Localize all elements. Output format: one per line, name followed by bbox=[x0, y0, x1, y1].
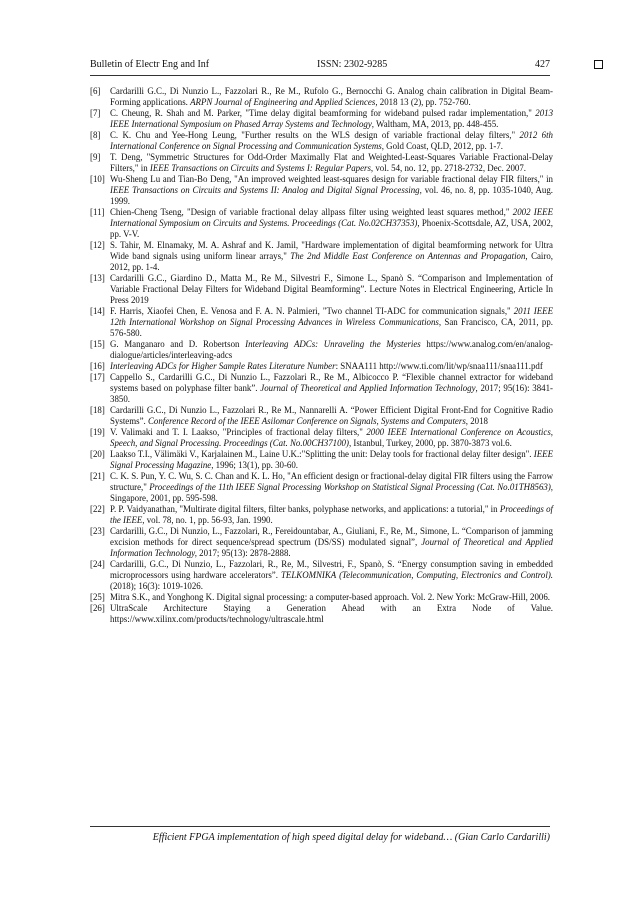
reference-number: [7] bbox=[90, 108, 101, 118]
reference-source: Journal of Theoretical and Applied Information Technology bbox=[260, 383, 476, 393]
reference-text: UltraScale Architecture Staying a Generation Ahead with an Extra Node of Value. https://www.xilinx.com/products/technology/ultrascale.html bbox=[110, 603, 553, 624]
reference-text: , vol. 54, no. 12, pp. 2718-2732, Dec. 2007. bbox=[370, 163, 526, 173]
reference-text: , Gold Coast, QLD, 2012, pp. 1-7. bbox=[381, 141, 504, 151]
reference-source: ARPN Journal of Engineering and Applied Sciences bbox=[190, 97, 376, 107]
reference-text: G. Manganaro and D. Robertson bbox=[110, 339, 246, 349]
reference-item bbox=[90, 504, 553, 526]
reference-item bbox=[90, 174, 553, 207]
reference-text: Chien-Cheng Tseng, "Design of variable fractional delay allpass filter using weighted least squares method," bbox=[110, 207, 513, 217]
checkbox-square-icon bbox=[594, 60, 603, 69]
reference-text: , vol. 46, no. 8, pp. 1035-1040, Aug. 1999. bbox=[110, 185, 554, 206]
reference-text: Mitra S.K., and Yonghong K. Digital signal processing: a computer-based approach. Vol. 2. New York: McGraw-Hill, 2006. bbox=[110, 592, 550, 602]
reference-text: : SNAA111 http://www.ti.com/lit/wp/snaa111/snaa111.pdf bbox=[335, 361, 543, 371]
reference-text: , Waltham, MA, 2013, pp. 448-455. bbox=[371, 119, 499, 129]
reference-item bbox=[90, 130, 553, 152]
footer-rule bbox=[90, 826, 550, 827]
reference-item bbox=[90, 559, 553, 592]
journal-name: Bulletin of Electr Eng and Inf bbox=[90, 59, 210, 70]
reference-text: P. P. Vaidyanathan, "Multirate digital filters, filter banks, polyphase networks, and applications: a tutorial," in bbox=[110, 504, 500, 514]
reference-text: https://www.analog.com/en/analog-dialogue/articles/interleaving-adcs bbox=[110, 339, 553, 360]
reference-source: IEEE Signal Processing Magazine bbox=[110, 449, 553, 470]
reference-source: 2011 IEEE 12th International Workshop on Signal Processing Advances in Wireless Communications bbox=[110, 306, 553, 327]
reference-source: IEEE Transactions on Circuits and Systems II: Analog and Digital Signal Processing bbox=[110, 185, 420, 195]
reference-item bbox=[90, 273, 553, 306]
reference-text: Laakso T.I., Välimäki V., Karjalainen M., Laine U.K.:"Splitting the unit: Delay tools for fractional delay filter design". bbox=[110, 449, 534, 459]
reference-source: Proceedings of the IEEE bbox=[110, 504, 553, 525]
reference-source: Proceedings of the 11th IEEE Signal Processing Workshop on Statistical Signal Processing (Cat. No.01TH8563) bbox=[149, 482, 551, 492]
reference-text: C. K. Chu and Yee-Hong Leung, "Further results on the WLS design of variable fractional delay filters," bbox=[110, 130, 520, 140]
reference-number: [9] bbox=[90, 152, 101, 162]
reference-text: , Phoenix-Scottsdale, AZ, USA, 2002, pp. V-V. bbox=[110, 218, 554, 239]
reference-item bbox=[90, 339, 553, 361]
issn-label: ISSN: 2302-9285 bbox=[317, 59, 388, 70]
reference-number: [23] bbox=[90, 526, 105, 536]
reference-item bbox=[90, 108, 553, 130]
reference-number: [14] bbox=[90, 306, 105, 316]
reference-number: [26] bbox=[90, 603, 105, 613]
reference-list bbox=[90, 86, 553, 625]
reference-text: S. Tahir, M. Elnamaky, M. A. Ashraf and K. Jamil, "Hardware implementation of digital beamforming network for Ultra Wide band signals using uniform linear arrays," bbox=[110, 240, 553, 261]
reference-item bbox=[90, 449, 553, 471]
reference-text: Cardarilli G.C., Di Nunzio L., Fazzolari R., Re M., Rufolo G., Bernocchi G. Analog chain calibration in Digital Beam-Forming applications. bbox=[110, 86, 553, 107]
reference-number: [22] bbox=[90, 504, 105, 514]
reference-text: C. K. S. Pun, Y. C. Wu, S. C. Chan and K. L. Ho, "An efficient design or fractional-delay digital FIR filters using the Farrow structure," bbox=[110, 471, 553, 492]
reference-item bbox=[90, 405, 553, 427]
reference-source: IEEE Transactions on Circuits and Systems I: Regular Papers bbox=[149, 163, 371, 173]
reference-text: , vol. 78, no. 1, pp. 56-93, Jan. 1990. bbox=[142, 515, 273, 525]
reference-text: Wu-Sheng Lu and Tian-Bo Deng, "An improved weighted least-squares design for variable fractional delay FIR filters," in bbox=[110, 174, 553, 184]
reference-text: Cardarilli, G.C., Di Nunzio, L., Fazzolari, R., Re, M., Silvestri, F., Spanò, S. “Energy consumption saving in embedded microprocessors using hardware accelerators”. bbox=[110, 559, 553, 580]
reference-text: Cardarilli G.C., Di Nunzio L., Fazzolari R., Re M., Nannarelli A. “Power Efficient Digital Front-End for Cognitive Radio Systems”. bbox=[110, 405, 553, 426]
reference-item bbox=[90, 372, 553, 405]
reference-item bbox=[90, 207, 553, 240]
reference-text: , San Francisco, CA, 2011, pp. 576-580. bbox=[110, 317, 553, 338]
reference-number: [17] bbox=[90, 372, 105, 382]
reference-number: [15] bbox=[90, 339, 105, 349]
reference-text: , Singapore, 2001, pp. 595-598. bbox=[110, 482, 553, 503]
reference-number: [6] bbox=[90, 86, 101, 96]
reference-number: [21] bbox=[90, 471, 105, 481]
reference-item bbox=[90, 306, 553, 339]
reference-item bbox=[90, 603, 553, 625]
reference-text: 2017; 95(13): 2878-2888. bbox=[196, 548, 291, 558]
reference-source: 2012 6th International Conference on Signal Processing and Communication Systems bbox=[110, 130, 553, 151]
reference-text: , 2017; 95(16): 3841-3850. bbox=[110, 383, 553, 404]
reference-item bbox=[90, 240, 553, 273]
reference-number: [13] bbox=[90, 273, 105, 283]
reference-source: Interleaving ADCs: Unraveling the Mysteries bbox=[245, 339, 421, 349]
reference-text: , 1996; 13(1), pp. 30-60. bbox=[211, 460, 299, 470]
reference-number: [11] bbox=[90, 207, 105, 217]
reference-source: Journal of Theoretical and Applied Information Technology, bbox=[110, 537, 553, 558]
reference-source: 2000 IEEE International Conference on Acoustics, Speech, and Signal Processing. Proceedings (Cat. No.00CH37100) bbox=[110, 427, 553, 448]
reference-number: [20] bbox=[90, 449, 105, 459]
running-header bbox=[90, 58, 550, 72]
reference-item bbox=[90, 86, 553, 108]
reference-text: F. Harris, Xiaofei Chen, E. Venosa and F. A. N. Palmieri, "Two channel TI-ADC for communication signals," bbox=[110, 306, 514, 316]
reference-number: [10] bbox=[90, 174, 105, 184]
reference-text: , Istanbul, Turkey, 2000, pp. 3870-3873 vol.6. bbox=[348, 438, 512, 448]
reference-text: C. Cheung, R. Shah and M. Parker, "Time delay digital beamforming for wideband pulsed radar implementation," bbox=[110, 108, 536, 118]
reference-source: Interleaving ADCs for Higher Sample Rates Literature Number bbox=[110, 361, 336, 371]
reference-text: Cardarilli G.C., Giardino D., Matta M., Re M., Silvestri F., Simone L., Spanò S. “Comparison and Implementation of Variable Fractional Delay Filters for Wideband Digital Beamforming”. Lecture Notes in Electrical Engineering, Article In Press 2019 bbox=[110, 273, 553, 305]
page-number: 427 bbox=[535, 59, 550, 70]
reference-number: [19] bbox=[90, 427, 105, 437]
reference-source: 2002 IEEE International Symposium on Circuits and Systems. Proceedings (Cat. No.02CH37353) bbox=[110, 207, 553, 228]
reference-number: [16] bbox=[90, 361, 105, 371]
reference-number: [12] bbox=[90, 240, 105, 250]
reference-number: [24] bbox=[90, 559, 105, 569]
reference-number: [18] bbox=[90, 405, 105, 415]
reference-text: , 2018 bbox=[465, 416, 488, 426]
reference-source: The 2nd Middle East Conference on Antennas and Propagation bbox=[290, 251, 526, 261]
reference-item bbox=[90, 152, 553, 174]
reference-item bbox=[90, 592, 553, 603]
reference-source: TELKOMNIKA (Telecommunication, Computing, Electronics and Control). bbox=[280, 570, 553, 580]
reference-text: Cardarilli, G.C., Di Nunzio, L., Fazzolari, R., Fereidountabar, A., Giuliani, F., Re, M., Simone, L. “Comparison of jamming excision methods for direct sequence/spread spectrum (DS/SS) modulated signal”, bbox=[110, 526, 553, 547]
running-footer: Efficient FPGA implementation of high speed digital delay for wideband… (Gian Carlo Cardarilli) bbox=[152, 832, 550, 843]
reference-item bbox=[90, 526, 553, 559]
reference-item bbox=[90, 361, 553, 372]
reference-source: 2013 IEEE International Symposium on Phased Array Systems and Technology bbox=[110, 108, 553, 129]
reference-text: , Cairo, 2012, pp. 1-4. bbox=[110, 251, 554, 272]
reference-text: T. Deng, "Symmetric Structures for Odd-Order Maximally Flat and Weighted-Least-Squares Variable Fractional-Delay Filters," in bbox=[110, 152, 553, 173]
reference-number: [25] bbox=[90, 592, 105, 602]
header-rule bbox=[90, 75, 550, 76]
reference-source: Conference Record of the IEEE Asilomar Conference on Signals, Systems and Computers bbox=[147, 416, 466, 426]
reference-item bbox=[90, 427, 553, 449]
reference-text: , 2018 13 (2), pp. 752-760. bbox=[375, 97, 471, 107]
reference-text: V. Valimaki and T. I. Laakso, "Principles of fractional delay filters," bbox=[110, 427, 367, 437]
reference-number: [8] bbox=[90, 130, 101, 140]
reference-text: (2018); 16(3): 1019-1026. bbox=[110, 581, 203, 591]
reference-item bbox=[90, 471, 553, 504]
reference-text: Cappello S., Cardarilli G.C., Di Nunzio L., Fazzolari R., Re M., Albicocco P. “Flexible channel extractor for wideband systems based on polyphase filter bank”. bbox=[110, 372, 553, 393]
